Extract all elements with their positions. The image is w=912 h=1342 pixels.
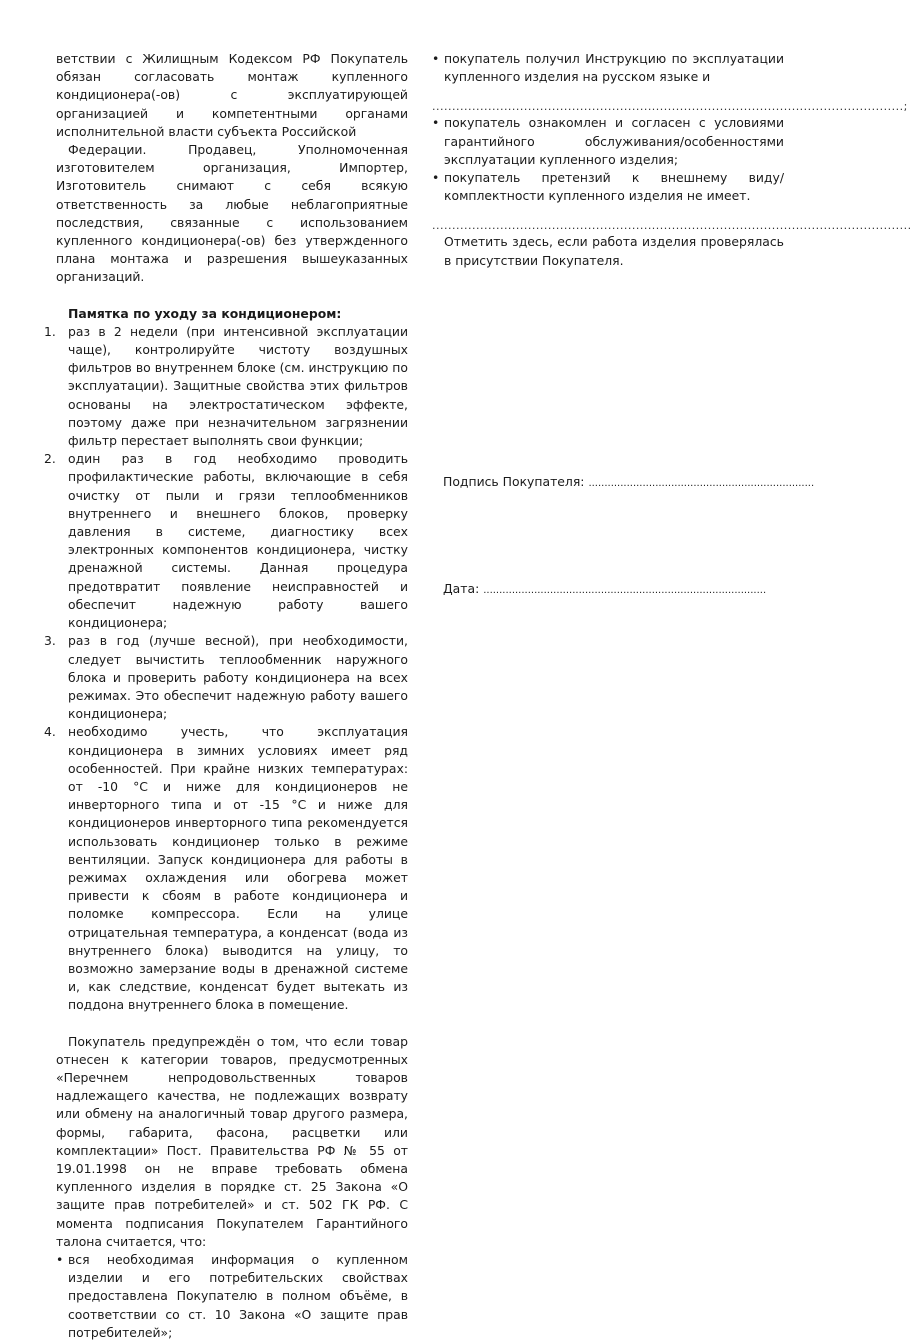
left-column [44, 50, 408, 1342]
care-list [44, 323, 408, 1015]
fill-in-line[interactable]: ......................................................................................................................; [432, 100, 908, 114]
warning-paragraph: Покупатель предупреждён о том, что если товар отнесен к категории товаров, предусмотренных «Перечнем непродовольственных товаров надлежащего качества, не подлежащих возврату или обмену на аналогичный товар другого размера, формы, габарита, фасона, расцветки или комплектации» Пост. Правительства РФ № 55 от 19.01.1998 он не вправе требовать обмена купленного изделия в порядке ст. 25 Закона «О защите прав потребителей» и ст. 502 ГК РФ. С момента подписания Покупателем Гарантийного талона считается, что: [56, 1033, 408, 1249]
date-field[interactable] [443, 581, 767, 596]
right-bullet-list [432, 50, 784, 86]
divider-dotted: ........................................................................................................................ [432, 219, 912, 233]
bullet-icon: • [432, 115, 440, 131]
care-item-text: раз в год (лучше весной), при необходимости, следует вычистить теплообменник наружного блока и проверить работу кондиционера на всех режимах. Это обеспечит надежную работу вашего кондиционера; [68, 633, 408, 722]
left-bullet-list [56, 1251, 408, 1342]
list-item-text: покупатель претензий к внешнему виду/комплектности купленного изделия не имеет. [444, 170, 784, 204]
care-item-number: 2. [44, 451, 56, 467]
care-item-number: 3. [44, 633, 56, 649]
bullet-icon: • [432, 51, 440, 66]
date-dots[interactable]: ......................................................................................... [483, 585, 767, 596]
signature-label: Подпись Покупателя: [443, 474, 585, 489]
date-label: Дата: [443, 581, 480, 596]
check-note: Отметить здесь, если работа изделия проверялась в присутствии Покупателя. [444, 234, 784, 268]
memo-title: Памятка по уходу за кондиционером: [68, 305, 342, 321]
signature-dots[interactable]: ....................................................................... [588, 478, 815, 489]
list-item-text: вся необходимая информация о купленном изделии и его потребительских свойствах предоставлена Покупателю в полном объёме, в соответствии со ст. 10 Закона «О защите прав потребителей»; [68, 1252, 408, 1340]
care-item [44, 632, 408, 723]
list-item [432, 169, 784, 205]
care-item-text: раз в 2 недели (при интенсивной эксплуатации чаще), контролируйте чистоту воздушных фильтров во внутреннем блоке (см. инструкцию по эксплуатации). Защитные свойства этих фильтров основаны на электростатическом эффекте, поэтому даже при незначительном загрязнении фильтр перестает выполнять свои функции; [68, 323, 408, 449]
care-item-number: 4. [44, 724, 56, 740]
intro-paragraph-2: Федерации. Продавец, Уполномоченная изготовителем организация, Импортер, Изготовитель снимают с себя всякую ответственность за любые неблагоприятные последствия, связанные с использованием купленного кондиционера(-ов) без утвержденного плана монтажа и разрешения вышеуказанных организаций. [56, 142, 408, 285]
bullet-icon: • [432, 170, 440, 186]
right-column [432, 50, 912, 270]
list-item-text: покупатель получил Инструкцию по эксплуатации купленного изделия на русском языке и [444, 51, 784, 85]
bullet-icon: • [56, 1252, 64, 1267]
care-item [44, 723, 408, 1014]
care-item-number: 1. [44, 323, 56, 339]
care-item-text: необходимо учесть, что эксплуатация кондиционера в зимних условиях имеет ряд особенностей. При крайне низких температурах: от -10 °С и ниже для кондиционеров не инверторного типа и от -15 °С и ниже для кондиционеров инверторного типа рекомендуется использовать кондиционер только в режиме вентиляции. Запуск кондиционера для работы в режимах охлаждения или обогрева может привести к сбоям в работе кондиционера и поломке компрессора. Если на улице отрицательная температура, а конденсат (вода из внутреннего блока) выводится на улицу, то возможно замерзание воды в дренажной системе и, как следствие, конденсат будет вытекать из поддона внутреннего блока в помещение. [68, 724, 408, 1013]
list-item [56, 1251, 408, 1342]
care-item [44, 323, 408, 450]
right-bullet-list-2 [432, 114, 784, 205]
list-item-text: покупатель ознакомлен и согласен с условиями гарантийного обслуживания/особенностями эксплуатации купленного изделия; [444, 115, 784, 167]
list-item [432, 50, 784, 86]
signature-field[interactable] [443, 474, 815, 489]
care-item [44, 450, 408, 632]
care-item-text: один раз в год необходимо проводить профилактические работы, включающие в себя очистку от пыли и грязи теплообменников внутреннего и внешнего блоков, проверку давления в системе, диагностику всех электронных компонентов кондиционера, чистку дренажной системы. Данная процедура предотвратит появление неисправностей и обеспечит надежную работу вашего кондиционера; [68, 451, 408, 631]
intro-paragraph: ветствии с Жилищным Кодексом РФ Покупатель обязан согласовать монтаж купленного кондиционера(-ов) с эксплуатирующей организацией и компетентными органами исполнительной власти субъекта Российской [56, 51, 408, 139]
list-item [432, 114, 784, 169]
